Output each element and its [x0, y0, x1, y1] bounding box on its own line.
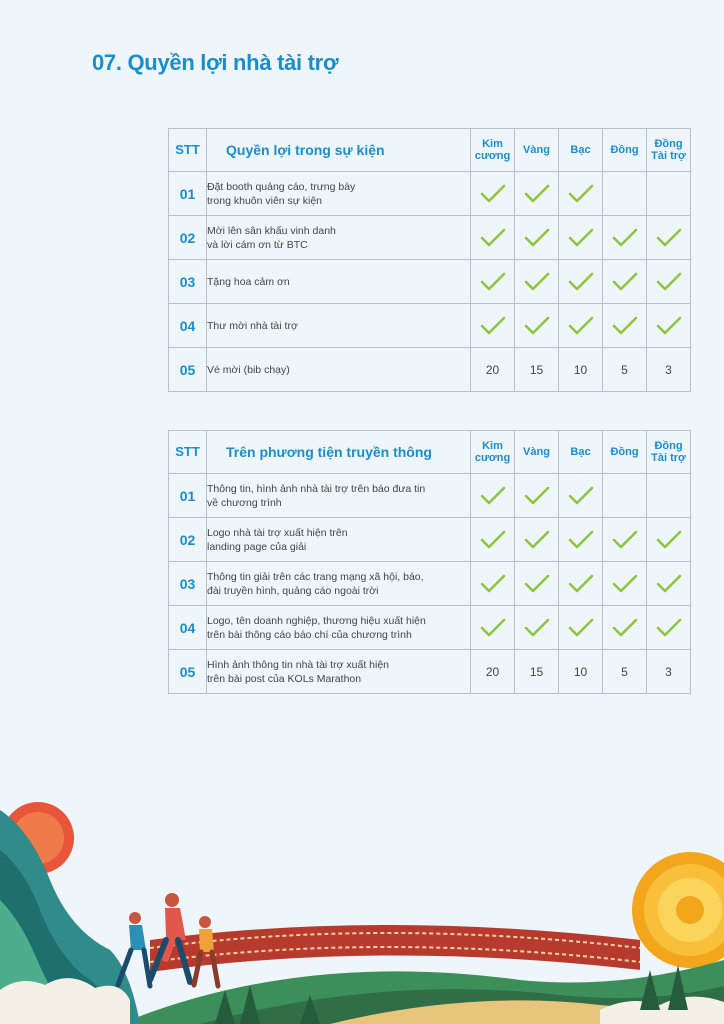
- row-description: Mời lên sân khấu vinh danh và lời cám ơn từ BTC: [207, 216, 471, 260]
- row-number: 02: [169, 216, 207, 260]
- check-icon: [612, 618, 638, 638]
- row-number: 05: [169, 348, 207, 392]
- tier-cell-co-sponsor: [647, 518, 691, 562]
- check-icon: [656, 272, 682, 292]
- header-tier-gold: Vàng: [515, 129, 559, 172]
- check-icon: [612, 272, 638, 292]
- row-description: Thông tin, hình ảnh nhà tài trợ trên báo đưa tin về chương trình: [207, 474, 471, 518]
- row-number: 04: [169, 606, 207, 650]
- check-icon: [612, 316, 638, 336]
- tier-cell-co-sponsor: [647, 216, 691, 260]
- table-row: [169, 606, 691, 650]
- page-title: 07. Quyền lợi nhà tài trợ: [92, 50, 339, 75]
- header-tier-co-sponsor: Đồng Tài trợ: [647, 129, 691, 172]
- check-icon: [524, 228, 550, 248]
- ticket-count: 10: [573, 362, 588, 377]
- check-icon: [568, 486, 594, 506]
- tier-cell-silver: [559, 518, 603, 562]
- row-description: Đặt booth quảng cáo, trưng bày trong khuôn viên sự kiện: [207, 172, 471, 216]
- row-description: Vé mời (bib chạy): [207, 348, 471, 392]
- row-number: 01: [169, 172, 207, 216]
- check-icon: [568, 574, 594, 594]
- tier-cell-gold: [515, 260, 559, 304]
- check-icon: [480, 316, 506, 336]
- check-icon: [480, 272, 506, 292]
- check-icon: [568, 618, 594, 638]
- ticket-count: 20: [485, 664, 500, 679]
- tier-cell-bronze: [603, 606, 647, 650]
- header-stt: STT: [169, 431, 207, 474]
- tier-cell-diamond: [471, 474, 515, 518]
- table-row: [169, 260, 691, 304]
- row-description: Logo nhà tài trợ xuất hiện trên landing page của giải: [207, 518, 471, 562]
- media-benefits-table: [168, 430, 691, 694]
- tier-cell-silver: [559, 348, 603, 392]
- check-icon: [524, 316, 550, 336]
- check-icon: [480, 228, 506, 248]
- tier-cell-silver: [559, 304, 603, 348]
- header-tier-bronze: Đồng: [603, 129, 647, 172]
- header-tier-gold: Vàng: [515, 431, 559, 474]
- tier-cell-gold: [515, 650, 559, 694]
- tier-cell-diamond: [471, 260, 515, 304]
- bronze-drum-sun-shape: [632, 852, 724, 968]
- check-icon: [524, 530, 550, 550]
- runners-group: [118, 893, 218, 986]
- check-icon: [480, 486, 506, 506]
- table-row: [169, 216, 691, 260]
- header-tier-bronze: Đồng: [603, 431, 647, 474]
- tier-cell-diamond: [471, 606, 515, 650]
- check-icon: [612, 228, 638, 248]
- tier-cell-co-sponsor: [647, 304, 691, 348]
- table-body: [169, 172, 691, 392]
- table-row: [169, 304, 691, 348]
- row-number: 01: [169, 474, 207, 518]
- row-description: Thông tin giải trên các trang mạng xã hội, báo, đài truyền hình, quảng cáo ngoài trời: [207, 562, 471, 606]
- tier-cell-bronze: [603, 216, 647, 260]
- tier-cell-bronze: [603, 304, 647, 348]
- tier-cell-silver: [559, 474, 603, 518]
- table-row: [169, 474, 691, 518]
- tier-cell-bronze: [603, 518, 647, 562]
- tier-cell-diamond: [471, 348, 515, 392]
- header-tier-diamond: Kim cương: [471, 129, 515, 172]
- check-icon: [480, 184, 506, 204]
- row-description: Tặng hoa cảm ơn: [207, 260, 471, 304]
- table-body: [169, 474, 691, 694]
- table-row: [169, 650, 691, 694]
- row-description: Thư mời nhà tài trợ: [207, 304, 471, 348]
- tier-cell-co-sponsor: [647, 260, 691, 304]
- tier-cell-co-sponsor: [647, 348, 691, 392]
- row-number: 05: [169, 650, 207, 694]
- check-icon: [656, 530, 682, 550]
- tier-cell-gold: [515, 606, 559, 650]
- header-tier-silver: Bạc: [559, 431, 603, 474]
- tier-cell-bronze: [603, 348, 647, 392]
- tier-cell-bronze: [603, 474, 647, 518]
- tier-cell-bronze: [603, 562, 647, 606]
- check-icon: [656, 618, 682, 638]
- table-header-row: [169, 431, 691, 474]
- tier-cell-bronze: [603, 650, 647, 694]
- tier-cell-co-sponsor: [647, 562, 691, 606]
- header-benefit: Quyền lợi trong sự kiện: [207, 129, 471, 172]
- ticket-count: 3: [665, 664, 672, 679]
- check-icon: [480, 618, 506, 638]
- ticket-count: 5: [621, 664, 628, 679]
- check-icon: [568, 316, 594, 336]
- tier-cell-co-sponsor: [647, 606, 691, 650]
- check-icon: [656, 316, 682, 336]
- ticket-count: 3: [665, 362, 672, 377]
- check-icon: [568, 272, 594, 292]
- header-tier-co-sponsor: Đồng Tài trợ: [647, 431, 691, 474]
- check-icon: [612, 530, 638, 550]
- tier-cell-gold: [515, 216, 559, 260]
- row-number: 04: [169, 304, 207, 348]
- event-benefits-table: [168, 128, 691, 392]
- ticket-count: 15: [529, 362, 544, 377]
- tier-cell-gold: [515, 172, 559, 216]
- header-stt: STT: [169, 129, 207, 172]
- check-icon: [612, 574, 638, 594]
- tier-cell-diamond: [471, 650, 515, 694]
- check-icon: [480, 530, 506, 550]
- tier-cell-diamond: [471, 216, 515, 260]
- header-tier-silver: Bạc: [559, 129, 603, 172]
- tier-cell-diamond: [471, 562, 515, 606]
- marathon-landscape-illustration: [0, 790, 724, 1024]
- tier-cell-gold: [515, 474, 559, 518]
- ticket-count: 5: [621, 362, 628, 377]
- tier-cell-gold: [515, 348, 559, 392]
- table-row: [169, 518, 691, 562]
- check-icon: [568, 530, 594, 550]
- check-icon: [568, 228, 594, 248]
- tier-cell-silver: [559, 606, 603, 650]
- tier-cell-co-sponsor: [647, 474, 691, 518]
- tier-cell-diamond: [471, 518, 515, 562]
- tier-cell-co-sponsor: [647, 172, 691, 216]
- check-icon: [524, 272, 550, 292]
- tier-cell-silver: [559, 260, 603, 304]
- tier-cell-diamond: [471, 172, 515, 216]
- check-icon: [656, 574, 682, 594]
- table-header-row: [169, 129, 691, 172]
- ticket-count: 10: [573, 664, 588, 679]
- table-row: [169, 348, 691, 392]
- ticket-count: 20: [485, 362, 500, 377]
- tier-cell-silver: [559, 650, 603, 694]
- tier-cell-gold: [515, 304, 559, 348]
- table-row: [169, 562, 691, 606]
- tier-cell-bronze: [603, 260, 647, 304]
- tier-cell-silver: [559, 172, 603, 216]
- check-icon: [524, 184, 550, 204]
- header-benefit: Trên phương tiện truyền thông: [207, 431, 471, 474]
- tier-cell-silver: [559, 216, 603, 260]
- tier-cell-gold: [515, 518, 559, 562]
- row-description: Hình ảnh thông tin nhà tài trợ xuất hiện trên bài post của KOLs Marathon: [207, 650, 471, 694]
- ticket-count: 15: [529, 664, 544, 679]
- tier-cell-bronze: [603, 172, 647, 216]
- row-number: 03: [169, 562, 207, 606]
- check-icon: [480, 574, 506, 594]
- check-icon: [524, 574, 550, 594]
- tier-cell-co-sponsor: [647, 650, 691, 694]
- tier-cell-silver: [559, 562, 603, 606]
- check-icon: [524, 618, 550, 638]
- header-tier-diamond: Kim cương: [471, 431, 515, 474]
- row-description: Logo, tên doanh nghiệp, thương hiệu xuất hiện trên bài thông cáo báo chí của chương trình: [207, 606, 471, 650]
- tier-cell-gold: [515, 562, 559, 606]
- check-icon: [656, 228, 682, 248]
- check-icon: [524, 486, 550, 506]
- table-row: [169, 172, 691, 216]
- tier-cell-diamond: [471, 304, 515, 348]
- check-icon: [568, 184, 594, 204]
- row-number: 03: [169, 260, 207, 304]
- row-number: 02: [169, 518, 207, 562]
